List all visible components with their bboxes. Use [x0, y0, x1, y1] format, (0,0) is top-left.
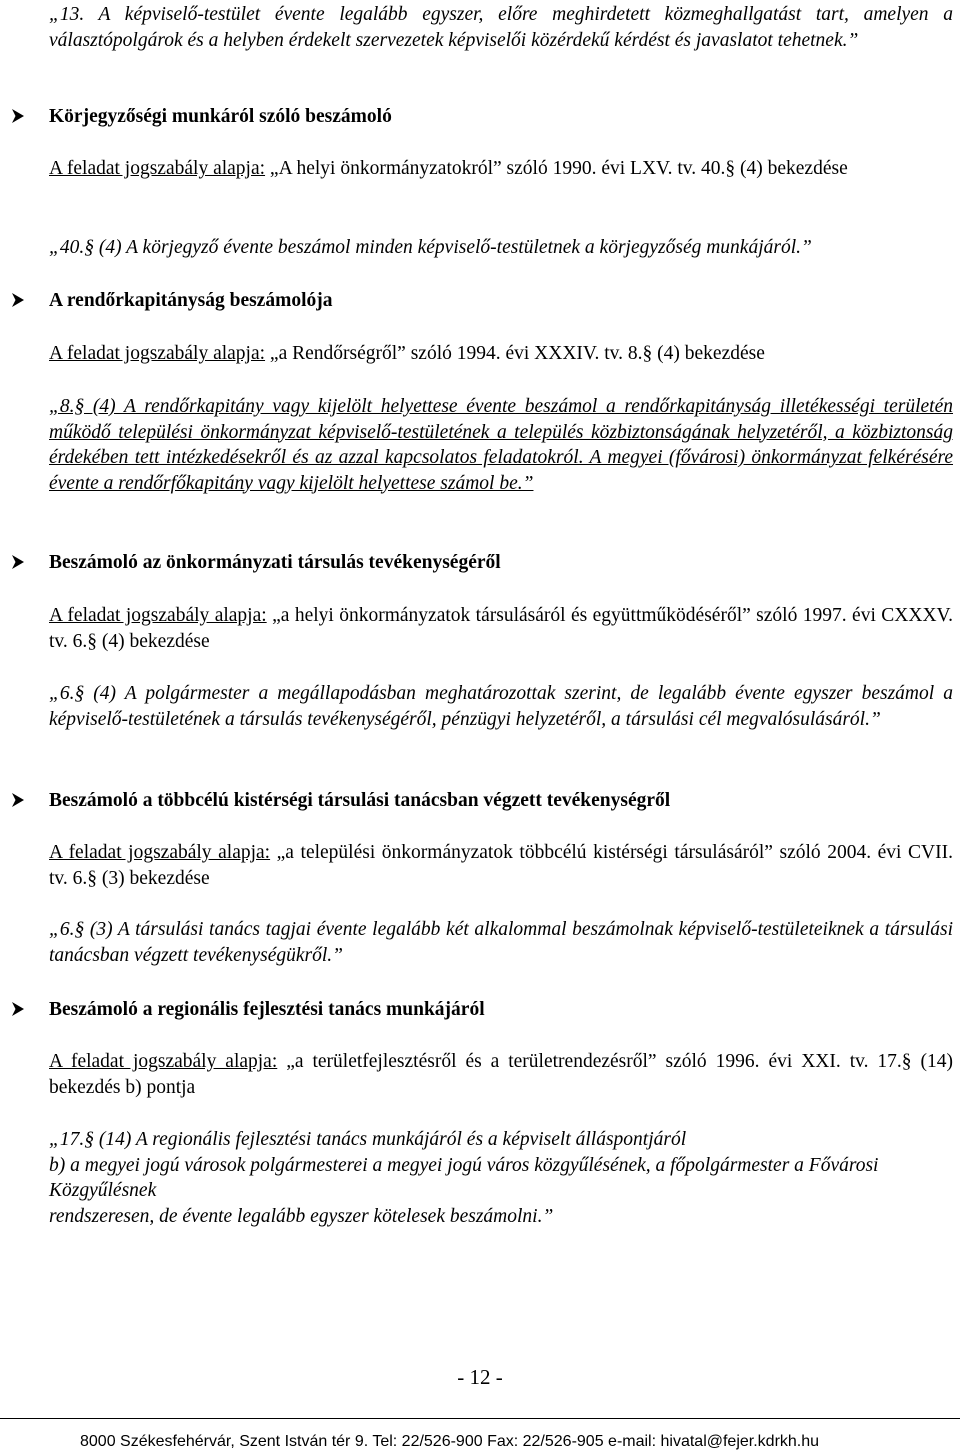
legal-quote: „6.§ (4) A polgármester a megállapodásban meghatározottak szerint, de legalább évente egyszer beszámol a képviselő-testületének a társulás tevékenységéről, pénzügyi helyzetéről, a társulási cél megvalósulásáról.” — [49, 683, 953, 730]
legal-basis — [49, 840, 953, 891]
legal-basis-label: A feladat jogszabály alapja: — [49, 343, 266, 364]
legal-basis-label: A feladat jogszabály alapja: — [49, 605, 267, 626]
legal-basis-label: A feladat jogszabály alapja: — [49, 842, 271, 863]
legal-quote: „6.§ (3) A társulási tanács tagjai évente legalább két alkalommal beszámolnak képviselő-testületeiknek a társulási tanácsban végzett tevékenységükről.” — [49, 919, 953, 966]
arrow-bullet-icon — [10, 997, 40, 1017]
section-heading-text: Beszámoló a regionális fejlesztési tanács munkájáról — [49, 999, 485, 1020]
legal-basis — [49, 1049, 953, 1100]
legal-basis-label: A feladat jogszabály alapja: — [49, 1051, 278, 1072]
intro-quote: „13. A képviselő-testület évente legalább egyszer, előre meghirdetett közmeghallgatást tart, amelyen a választópolgárok és a helyben érdekelt szervezetek képviselői közérdekű kérdést és javaslatot tehetnek.” — [49, 4, 953, 51]
legal-basis — [49, 603, 953, 654]
footer-contact: 8000 Székesfehérvár, Szent István tér 9. Tel: 22/526-900 Fax: 22/526-905 e-mail: hivatal@fejer.kdrkh.hu — [80, 1433, 820, 1450]
section-heading-text: A rendőrkapitányság beszámolója — [49, 290, 333, 311]
footer-divider — [0, 1418, 960, 1419]
legal-quote-line: „17.§ (14) A regionális fejlesztési tanács munkájáról és a képviselt álláspontjáról — [49, 1129, 687, 1150]
legal-quote — [49, 1127, 953, 1229]
legal-basis-text: „a helyi önkormányzatok társulásáról és együttműködéséről” szóló 1997. évi CXXXV. tv. 6.§ (4) bekezdése — [49, 605, 953, 652]
arrow-bullet-icon — [10, 104, 40, 124]
section-heading-text: Körjegyzőségi munkáról szóló beszámoló — [49, 106, 392, 127]
section-heading-text: Beszámoló az önkormányzati társulás tevékenységéről — [49, 552, 501, 573]
legal-basis — [49, 156, 953, 182]
arrow-bullet-icon — [10, 288, 40, 308]
legal-basis-text: „a Rendőrségről” szóló 1994. évi XXXIV. tv. 8.§ (4) bekezdése — [265, 343, 765, 364]
legal-basis-label: A feladat jogszabály alapja: — [49, 158, 266, 179]
page-number: - 12 - — [457, 1365, 503, 1389]
legal-basis-text: „a települési önkormányzatok többcélú kistérségi társulásáról” szóló 2004. évi CVII. tv. 6.§ (3) bekezdése — [49, 842, 953, 889]
legal-quote-line: rendszeresen, de évente legalább egyszer kötelesek beszámolni.” — [49, 1205, 554, 1227]
legal-quote: „40.§ (4) A körjegyző évente beszámol minden képviselő-testületnek a körjegyzőség munkájáról.” — [49, 237, 812, 258]
arrow-bullet-icon — [10, 788, 40, 808]
section-heading-text: Beszámoló a többcélú kistérségi társulási tanácsban végzett tevékenységről — [49, 790, 671, 811]
legal-basis — [49, 341, 953, 367]
legal-basis-text: „A helyi önkormányzatokról” szóló 1990. évi LXV. tv. 40.§ (4) bekezdése — [265, 158, 848, 179]
legal-quote: „8.§ (4) A rendőrkapitány vagy kijelölt helyettese évente beszámol a rendőrkapitányság illetékességi területén működő települési önkormányzat képviselő-testületének a település közbiztonságának helyzetéről, a közbiztonság érdekében tett intézkedésekről és az azzal kapcsolatos feladatokról. A megyei (fővárosi) önkormányzat felkérésére évente a rendőrfőkapitány vagy kijelölt helyettese számol be.” — [49, 396, 953, 494]
arrow-bullet-icon — [10, 550, 40, 570]
legal-basis-text: „a területfejlesztésről és a területrendezésről” szóló 1996. évi XXI. tv. 17.§ (14) bekezdés b) pontja — [49, 1051, 953, 1098]
legal-quote-line: b) a megyei jogú városok polgármesterei a megyei jogú város közgyűlésének, a főpolgármester a Fővárosi Közgyűlésnek — [49, 1154, 879, 1201]
